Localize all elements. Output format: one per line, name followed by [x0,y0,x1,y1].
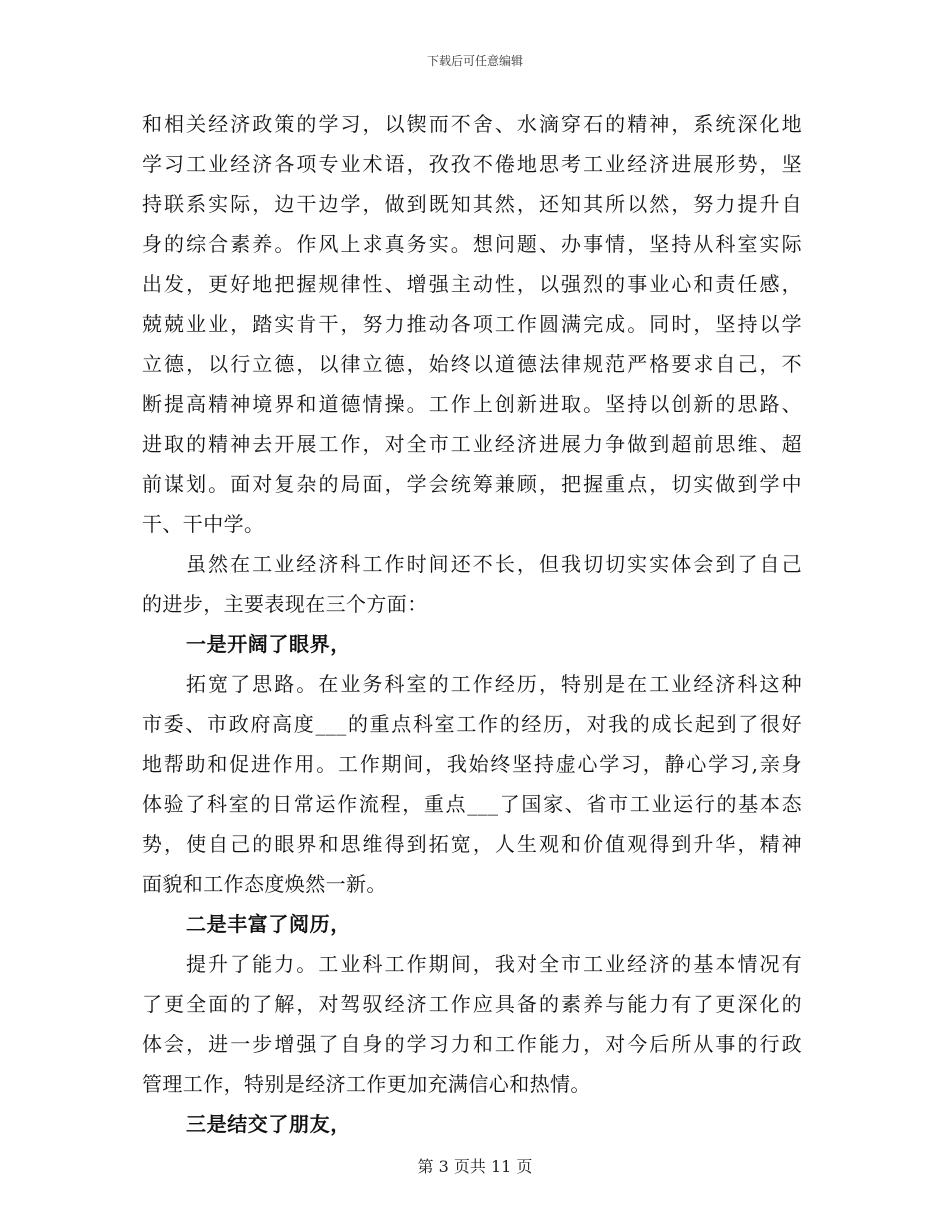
paragraph-line: 虽然在工业经济科工作时间还不长，但我切切实实体会到了自己 [186,552,802,576]
page-footer: 第 3 页共 11 页 [417,1157,533,1176]
paragraph-line: 持联系实际，边干边学，做到既知其然，还知其所以然，努力提升自 [142,192,802,216]
paragraph-line: 前谋划。面对复杂的局面，学会统筹兼顾，把握重点，切实做到学中 [142,472,802,496]
paragraph-line: 体会，进一步增强了自身的学习力和工作能力，对今后所从事的行政 [142,1032,802,1056]
paragraph-line: 地帮助和促进作用。工作期间，我始终坚持虚心学习，静心学习,亲身 [142,752,802,776]
paragraph-line: 身的综合素养。作风上求真务实。想问题、办事情，坚持从科室实际 [142,232,802,256]
paragraph-line: 拓宽了思路。在业务科室的工作经历，特别是在工业经济科这种 [186,672,802,696]
paragraph-line: 了更全面的了解，对驾驭经济工作应具备的素养与能力有了更深化的 [142,992,802,1016]
page-header: 下载后可任意编辑 [426,54,523,68]
paragraph-line: 体验了科室的日常运作流程，重点___了国家、省市工业运行的基本态 [142,792,802,816]
paragraph-line: 断提高精神境界和道德情操。工作上创新进取。坚持以创新的思路、 [142,392,802,416]
paragraph-line: 兢兢业业，踏实肯干，努力推动各项工作圆满完成。同时，坚持以学 [142,312,802,336]
paragraph-line: 管理工作，特别是经济工作更加充满信心和热情。 [142,1072,591,1096]
paragraph-line: 学习工业经济各项专业术语，孜孜不倦地思考工业经济进展形势，坚 [142,152,802,176]
paragraph-line: 势，使自己的眼界和思维得到拓宽，人生观和价值观得到升华，精神 [142,832,802,856]
paragraph-line: 立德，以行立德，以律立德，始终以道德法律规范严格要求自己，不 [142,352,802,376]
paragraph-line: 市委、市政府高度___的重点科室工作的经历，对我的成长起到了很好 [142,712,802,736]
paragraph-line: 面貌和工作态度焕然一新。 [142,872,387,896]
document-body [142,104,802,1144]
section-heading: 三是结交了朋友， [186,1112,351,1136]
section-heading: 二是丰富了阅历， [186,912,351,936]
paragraph-line: 提升了能力。工业科工作期间，我对全市工业经济的基本情况有 [186,952,802,976]
paragraph-line: 出发，更好地把握规律性、增强主动性，以强烈的事业心和责任感， [142,272,802,296]
paragraph-line: 的进步，主要表现在三个方面： [142,592,428,616]
paragraph-line: 和相关经济政策的学习，以锲而不舍、水滴穿石的精神，系统深化地 [142,112,802,136]
paragraph-line: 进取的精神去开展工作，对全市工业经济进展力争做到超前思维、超 [142,432,802,456]
paragraph-line: 干、干中学。 [142,512,265,536]
section-heading: 一是开阔了眼界， [186,632,351,656]
